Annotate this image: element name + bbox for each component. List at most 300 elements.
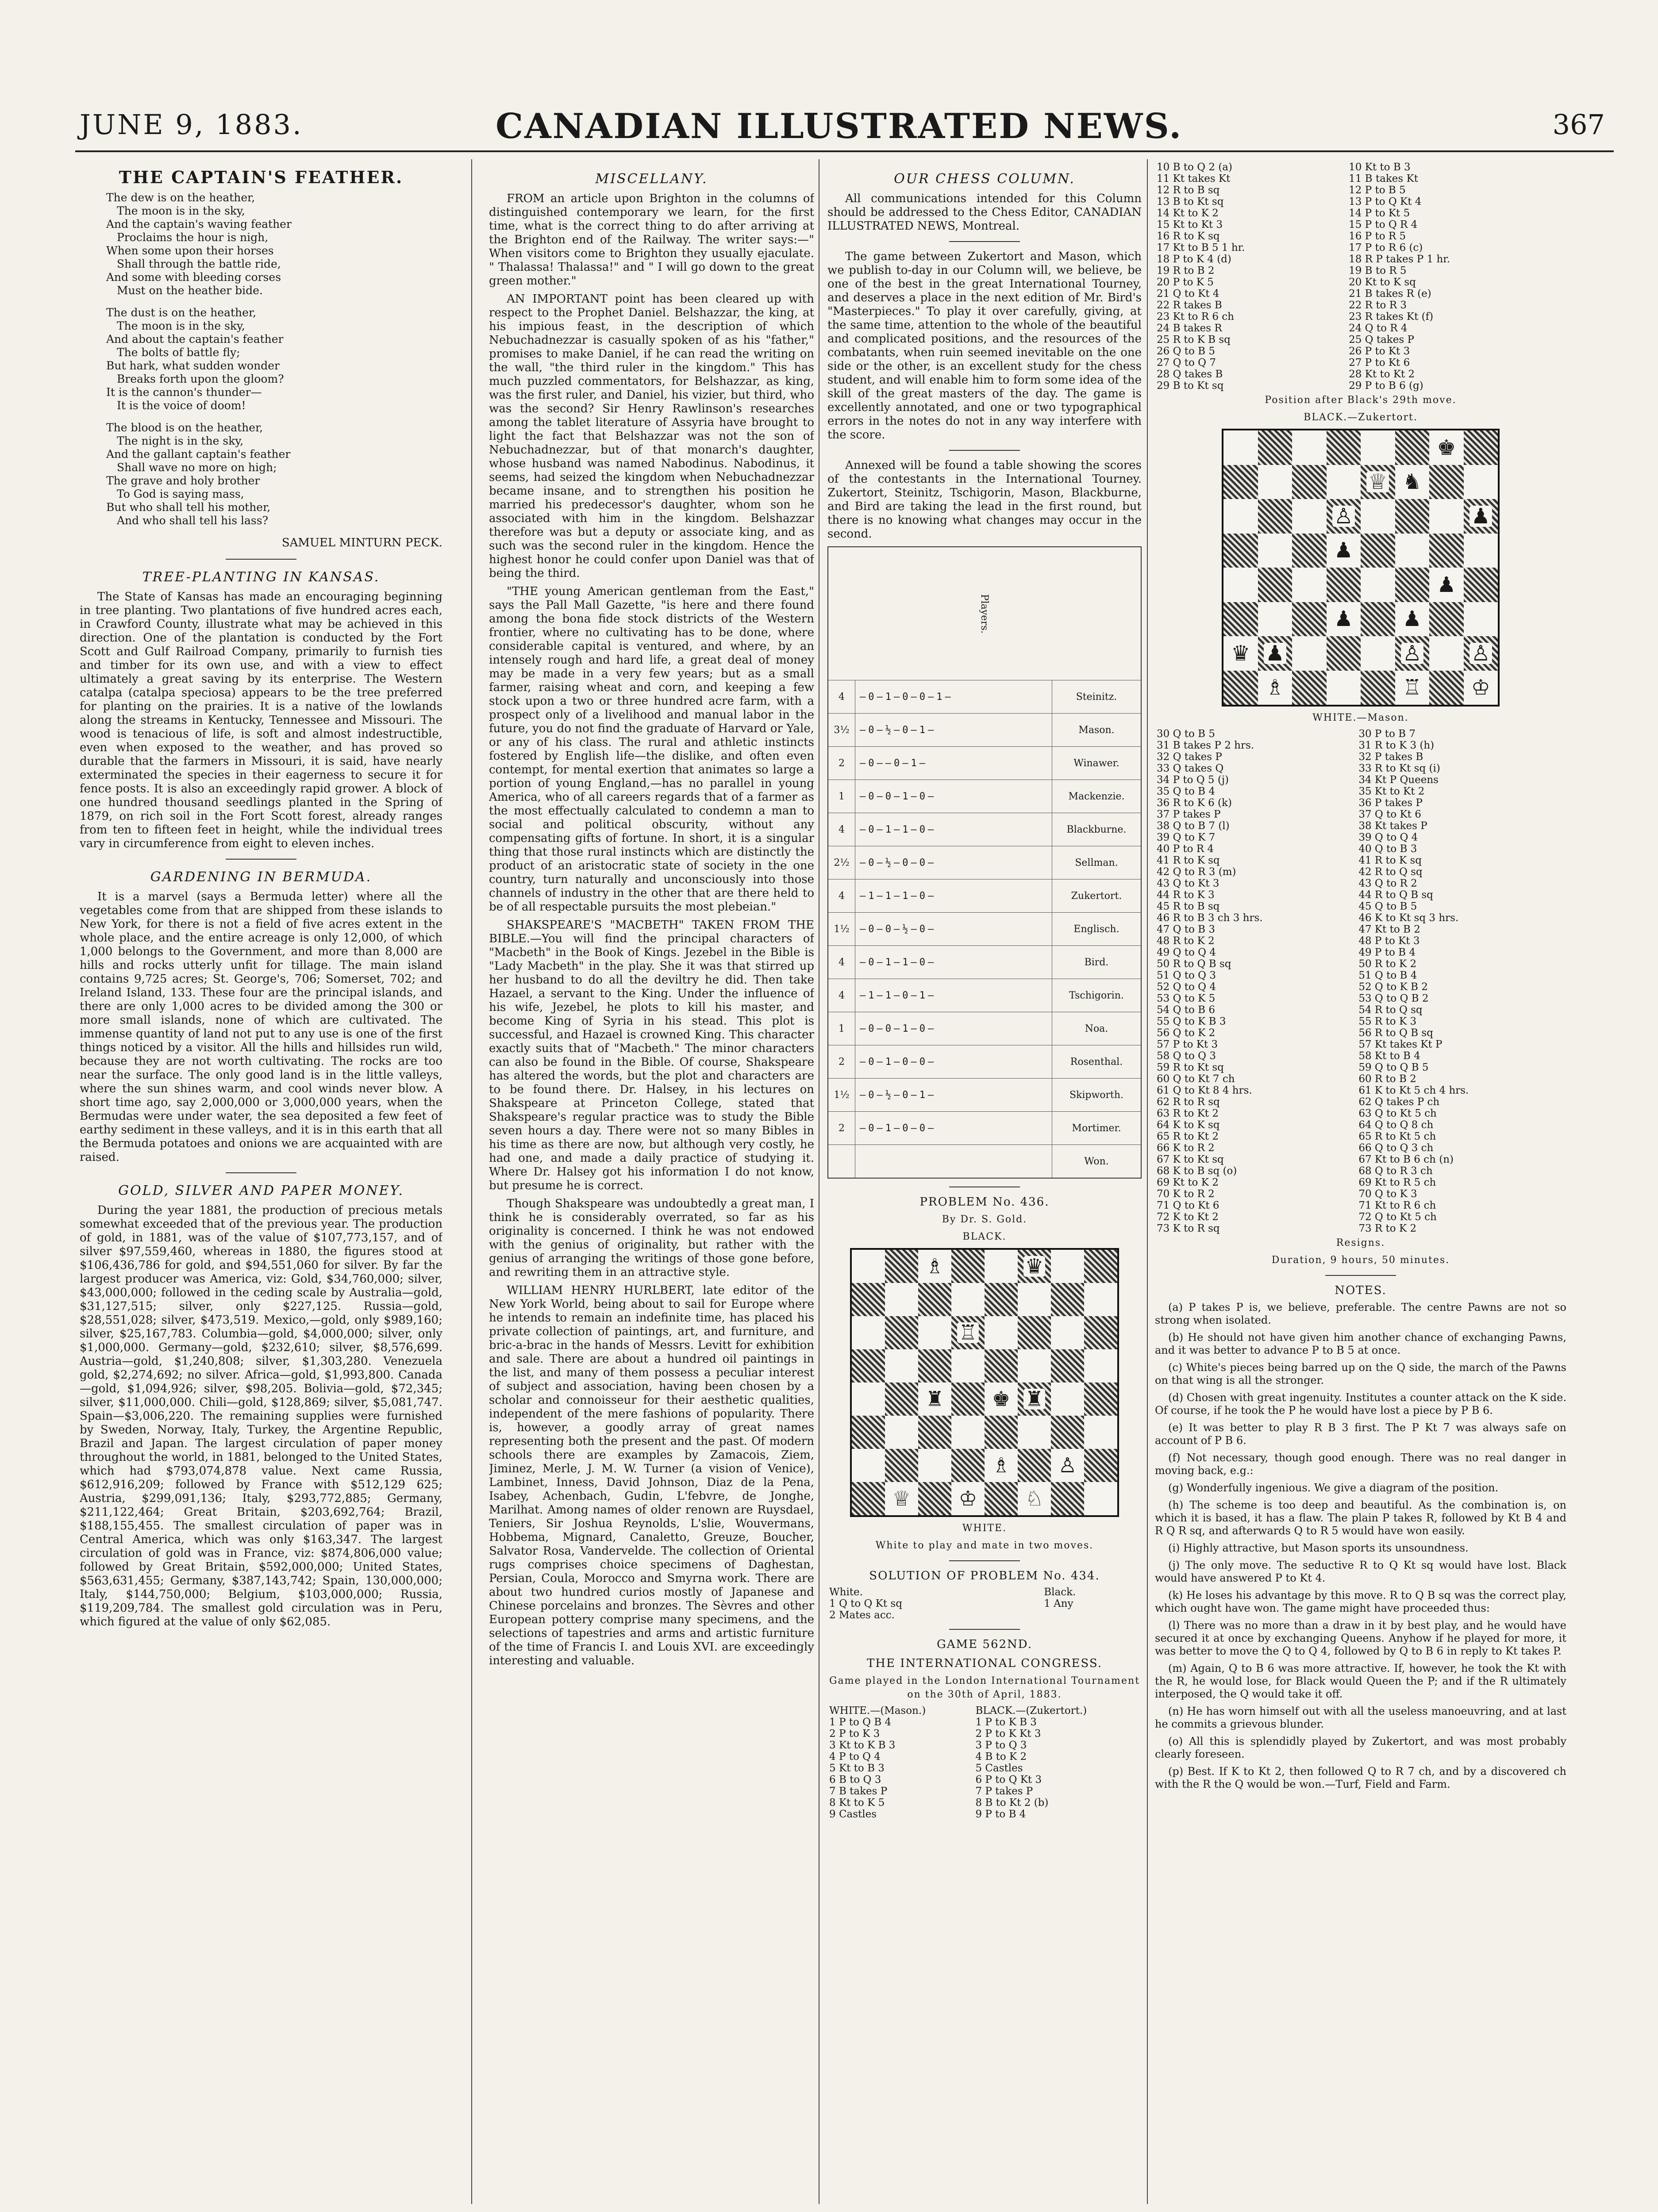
move-row: [827, 1717, 1142, 1728]
move-row: [1155, 334, 1566, 346]
white-move: 36 R to K 6 (k): [1157, 797, 1232, 809]
white-move: 67 K to Kt sq: [1157, 1154, 1224, 1165]
board-square: [1223, 602, 1258, 637]
score-row: [828, 680, 1141, 713]
score-marks: —0—0—1—0—: [860, 791, 937, 802]
board-square: [1429, 671, 1464, 705]
black-move: 69 Kt to R 5 ch: [1358, 1177, 1436, 1188]
black-move: 2 P to K Kt 3: [975, 1728, 1041, 1740]
poem-line: But hark, what sudden wonder: [106, 359, 280, 372]
move-row: [1155, 242, 1566, 253]
note: (f) Not necessary, though good enough. There was no real danger in moving back, e.g.:: [1155, 1452, 1566, 1477]
black-move: 31 R to K 3 (h): [1358, 740, 1435, 751]
poem-line: The dust is on the heather,: [106, 306, 257, 319]
board-square: [951, 1250, 985, 1283]
tree-title: TREE-PLANTING IN KANSAS.: [142, 569, 380, 585]
white-king-icon: ♔: [951, 1482, 985, 1515]
white-bishop-icon: ♗: [985, 1449, 1018, 1482]
white-move: 33 Q takes Q: [1157, 763, 1224, 774]
player-name: Winawer.: [1052, 747, 1141, 780]
white-move: 59 R to Kt sq: [1157, 1062, 1224, 1073]
white-move: 72 K to Kt 2: [1157, 1211, 1219, 1223]
player-name: Sellman.: [1052, 846, 1141, 879]
move-row: [1155, 219, 1566, 230]
black-move: 59 Q to Q B 5: [1358, 1062, 1429, 1073]
black-move: 41 R to K sq: [1358, 855, 1422, 866]
white-move: 37 P takes P: [1157, 809, 1221, 820]
resigns: Resigns.: [1336, 1237, 1385, 1248]
board-square: [1223, 671, 1258, 705]
score-total: 4: [828, 813, 855, 846]
miscellany-paragraph: AN IMPORTANT point has been cleared up with respect to the Prophet Daniel. Belshazzar, the king, at his impious feast, in the description of which Nebuchadnezzar is casually spoken of as his "father," promises to make Daniel, if he can read the writing on the wall, "the third ruler in the kingdom." This has much puzzled commentators, for Belshazzar, as king, was the first ruler, and Daniel, his vizier, but third, who was the second? Sir Henry Rawlinson's researches among the tablet literature of Assyria have brought to light the fact that Belshazzar was not the son of Nebuchadnezzar, but of that monarch's daughter, whose husband was named Nabodinus. Nabodinus, it seems, had seized the kingdom when Nebuchadnezzar became insane, and to strengthen his position he married his predecessor's daughter, whom son he associated with him in the kingdom. Belshazzar therefore was but a deputy or associate king, and as such was the second ruler in the kingdom. Hence the highest honor he could confer upon Daniel was that of being the third.: [489, 292, 814, 580]
move-row: [827, 1809, 1142, 1820]
score-marks: —0—0—1—0—: [860, 1023, 937, 1034]
player-name: Noa.: [1052, 1012, 1141, 1045]
board-square: [951, 1316, 985, 1349]
move-row: [827, 1763, 1142, 1774]
white-rook-icon: ♖: [951, 1316, 985, 1349]
score-marks: —1—1—0—1—: [860, 990, 937, 1001]
black-move: 58 Kt to B 4: [1358, 1050, 1420, 1062]
board-square: [1292, 636, 1327, 671]
move-row: [1155, 947, 1566, 958]
white-move: 61 Q to Kt 8 4 hrs.: [1157, 1085, 1252, 1096]
note: (e) It was better to play R B 3 first. The P Kt 7 was always safe on account of P B 6.: [1155, 1421, 1566, 1447]
white-move: 25 R to K B sq: [1157, 334, 1231, 346]
move-row: [1155, 1119, 1566, 1131]
board-square: [985, 1449, 1018, 1482]
move-row: [1155, 369, 1566, 380]
move-row: [1155, 1188, 1566, 1200]
note: (k) He loses his advantage by this move. R to Q B sq was the correct play, which ought have won. The game might have proceeded thus:: [1155, 1589, 1566, 1614]
poem-line: And about the captain's feather: [106, 333, 284, 346]
score-total: 1: [828, 780, 855, 813]
move-row: [1155, 207, 1566, 219]
solution-move: 1 Q to Q Kt sq: [829, 1598, 902, 1609]
black-move: 39 Q to Q 4: [1358, 832, 1418, 843]
player-name: Tschigorin.: [1052, 979, 1141, 1012]
score-row: [828, 1111, 1141, 1144]
black-move: 36 P takes P: [1358, 797, 1423, 809]
board-square: [1292, 602, 1327, 637]
board-square: [1258, 499, 1293, 534]
board-square: [852, 1449, 885, 1482]
black-move: 26 P to Kt 3: [1349, 346, 1410, 357]
white-move: 14 Kt to K 2: [1157, 207, 1219, 219]
move-row: [1155, 843, 1566, 855]
player-name: Rosenthal.: [1052, 1045, 1141, 1078]
white-move: 66 K to R 2: [1157, 1142, 1215, 1154]
board-square: [1464, 499, 1498, 534]
black-pawn-icon: ♟: [1258, 636, 1293, 671]
column-4: [1155, 161, 1566, 2197]
board-square: [1327, 568, 1361, 602]
black-move: 27 P to Kt 6: [1349, 357, 1410, 369]
white-move: 16 R to K sq: [1157, 230, 1220, 242]
page-number: 367: [1552, 108, 1605, 141]
poem-line: To God is saying mass,: [117, 488, 244, 500]
board-square: [985, 1349, 1018, 1382]
white-move: 65 R to Kt 2: [1157, 1131, 1219, 1142]
game-title: GAME 562ND.: [937, 1638, 1032, 1651]
white-move: 34 P to Q 5 (j): [1157, 774, 1229, 786]
black-move: 8 B to Kt 2 (b): [975, 1797, 1049, 1809]
board-square: [1327, 465, 1361, 499]
board-square: [1361, 636, 1395, 671]
board-square: [1258, 430, 1293, 465]
white-move: 8 Kt to K 5: [829, 1797, 885, 1809]
note: (d) Chosen with great ingenuity. Institutes a counter attack on the K side. Of course, if he took the P he would have lost a piece by P B 6.: [1155, 1391, 1566, 1417]
board-square: [852, 1250, 885, 1283]
player-name: Bird.: [1052, 946, 1141, 979]
board-square: [1464, 671, 1498, 705]
note: (j) The only move. The seductive R to Q Kt sq would have lost. Black would have answered P to Kt 4.: [1155, 1559, 1566, 1584]
move-row: [1155, 866, 1566, 878]
white-move: 50 R to Q B sq: [1157, 958, 1231, 970]
score-rows: [828, 680, 1141, 1178]
problem-title: PROBLEM No. 436.: [919, 1195, 1050, 1209]
black-move: 23 R takes Kt (f): [1349, 311, 1434, 323]
move-row: [1155, 1062, 1566, 1073]
board-square: [1018, 1349, 1051, 1382]
black-move: 72 Q to Kt 5 ch: [1358, 1211, 1437, 1223]
board-square: [852, 1316, 885, 1349]
score-total: [828, 1145, 855, 1178]
white-move: 69 Kt to K 2: [1157, 1177, 1219, 1188]
black-move: 46 K to Kt sq 3 hrs.: [1358, 912, 1459, 924]
move-row: [1155, 901, 1566, 912]
board-square: [1018, 1482, 1051, 1515]
board-square: [1018, 1250, 1051, 1283]
board-square: [885, 1482, 918, 1515]
score-total: 3½: [828, 714, 855, 746]
black-move: 66 Q to Q 3 ch: [1358, 1142, 1434, 1154]
move-row: [1155, 276, 1566, 288]
black-king-icon: ♚: [1429, 430, 1464, 465]
white-move: 4 P to Q 4: [829, 1751, 881, 1763]
board-square: [1464, 534, 1498, 568]
white-pawn-icon: ♙: [1327, 499, 1361, 534]
board-square: [1327, 430, 1361, 465]
white-move: 43 Q to Kt 3: [1157, 878, 1219, 889]
black-move: 47 Kt to B 2: [1358, 924, 1420, 935]
board-square: [918, 1382, 951, 1416]
board-square: [1361, 602, 1395, 637]
column-2: [489, 161, 814, 2197]
score-row: [828, 979, 1141, 1012]
move-row: [1155, 1177, 1566, 1188]
game-commentary: The game between Zukertort and Mason, which we publish to-day in our Column will, we believe, be one of the best in the great International Tourney, and deserves a place in the next edition of Mr. Bird's "Masterpieces." To play it over carefully, giving, at the same time, attention to the whole of the beautiful and complicated positions, and the resources of the combatants, when ruin seemed inevitable on the one side or the other, is an excellent study for the chess student, and will enable him to form some idea of the skill of the great masters of the day. The game is excellently annotated, and one or two typographical errors in the notes do not in any way interfere with the score.: [827, 250, 1142, 442]
white-move: 35 Q to B 4: [1157, 786, 1215, 797]
board-square: [1395, 430, 1430, 465]
table-text: Annexed will be found a table showing the scores of the contestants in the International Tourney. Zukertort, Steinitz, Tschigorin, Mason, Blackburne, and Bird are taking the lead in the first round, but there is no knowing what changes may occur in the second.: [827, 459, 1142, 541]
board-square: [852, 1382, 885, 1416]
poem-line: When some upon their horses: [106, 244, 274, 257]
board-square: [1361, 499, 1395, 534]
move-row: [1155, 1200, 1566, 1211]
move-row: [1155, 751, 1566, 763]
score-marks: —0——0—1—: [860, 757, 928, 769]
black-move: 16 P to R 5: [1349, 230, 1406, 242]
section-rule: [949, 1629, 1020, 1630]
players-header: Players.: [979, 594, 990, 634]
board-square: [918, 1250, 951, 1283]
solution-table: [827, 1586, 1142, 1621]
black-move: 6 P to Q Kt 3: [975, 1774, 1042, 1786]
board-square: [1429, 430, 1464, 465]
board-square: [1395, 671, 1430, 705]
black-move: 50 R to K 2: [1358, 958, 1417, 970]
board-square: [951, 1416, 985, 1449]
black-move: 14 P to Kt 5: [1349, 207, 1410, 219]
tree-text: The State of Kansas has made an encouraging beginning in tree planting. Two plantations of five hundred acres each, in Crawford County, illustrate what may be achieved in this direction. One of the plantation is conducted by the Fort Scott and Gulf Railroad Company, primarily to furnish ties and timber for its own use, and with a view to effect ultimately a great saving by its enterprise. The Western catalpa (catalpa speciosa) appears to be the tree preferred for planting on the prairies. It is a native of the lowlands along the streams in Kentucky, Tennessee and Missouri. The wood is tenacious of life, is soft and almost indestructible, even when exposed to the weather, and has proved so durable that the farmers in Missouri, it is said, have nearly exterminated the species in their eagerness to secure it for fence posts. It is also an exceedingly rapid grower. A block of one hundred thousand seedlings planted in the Spring of 1879, on rich soil in the Fort Scott forest, already ranges from ten to fifteen feet in height, while the individual trees vary in circumference from eight to eleven inches.: [80, 590, 442, 850]
note: (n) He has worn himself out with all the useless manoeuvring, and at last he commits a grievous blunder.: [1155, 1705, 1566, 1730]
move-row: [1155, 1073, 1566, 1085]
move-row: [1155, 763, 1566, 774]
white-move: 46 R to B 3 ch 3 hrs.: [1157, 912, 1263, 924]
black-move: 51 Q to B 4: [1358, 970, 1417, 981]
board-square: [1223, 499, 1258, 534]
board-square: [885, 1449, 918, 1482]
move-row: [1155, 889, 1566, 901]
white-move: 30 Q to B 5: [1157, 728, 1215, 740]
white-move: 15 Kt to Kt 3: [1157, 219, 1223, 230]
black-move: 20 Kt to K sq: [1349, 276, 1416, 288]
move-row: [1155, 357, 1566, 369]
board-square: [885, 1316, 918, 1349]
board-square: [951, 1482, 985, 1515]
black-king-icon: ♚: [985, 1382, 1018, 1416]
move-row: [1155, 1108, 1566, 1119]
player-name: Mackenzie.: [1052, 780, 1141, 813]
board-square: [1327, 602, 1361, 637]
score-total: 1½: [828, 1079, 855, 1111]
game-chessboard: [1222, 429, 1500, 707]
tourney-score-table: [827, 546, 1142, 1179]
white-move: 21 Q to Kt 4: [1157, 288, 1219, 300]
white-move: 11 Kt takes Kt: [1157, 173, 1231, 184]
black-move: 73 R to K 2: [1358, 1223, 1417, 1234]
black-move: 63 Q to Kt 5 ch: [1358, 1108, 1437, 1119]
poem-line: It is the cannon's thunder—: [106, 386, 262, 399]
column-divider: [1147, 159, 1148, 2204]
black-move: 52 Q to K B 2: [1358, 981, 1428, 993]
player-name: Steinitz.: [1052, 680, 1141, 713]
board-square: [1361, 671, 1395, 705]
poem-line: The moon is in the sky,: [117, 319, 245, 332]
score-total: 4: [828, 979, 855, 1012]
board-square: [1361, 568, 1395, 602]
gold-text: During the year 1881, the production of precious metals somewhat exceeded that of the previous year. The production of gold, in 1881, was of the value of $107,773,157, and of silver $97,559,460, whereas in 1880, the figures stood at $106,436,786 for gold, and $94,551,060 for silver. By far the largest producer was America, viz: Gold, $34,760,000; silver, $43,000,000; followed in the ceding scale by Australia—gold, $31,127,515; silver, only $227,125. Russia—gold, $28,551,028; silver, $473,519. Mexico,—gold, only $989,160; silver, $25,167,783. Columbia—gold, $4,000,000; silver, only $1,000,000. Germany—gold, $232,610; silver, $8,576,699. Austria—gold, $1,240,808; silver, $1,303,280. Venezuela gold, $2,274,692; no silver. Africa—gold, $1,993,800. Canada—gold, $1,094,926; silver, $98,205. Bolivia—gold, $72,345; silver, $11,000,000. Chili—gold, $128,869; silver, $5,081,747. Spain—$3,006,220. The remaining supplies were furnished by Sweden, Norway, Italy, Turkey, the Argentine Republic, Brazil and Japan. The largest circulation of paper money throughout the world, in 1881, belonged to the United States, which had $793,074,878 value. Next came Russia, $612,916,209; followed by France with $512,129 625; Austria, $299,091,136; Italy, $293,772,885; Germany, $211,122,464; Great Britain, $203,692,764; Brazil, $188,155,455. The smallest circulation of paper was in Central America, which was only $163,347. The largest circulation of gold was in France, viz: $874,806,000 value; followed by Great Britain, $592,000,000; United States, $563,631,455; Germany, $387,143,742; Spain, 130,000,000; Italy, $144,750,000; Belgium, $103,000,000; Russia, $119,209,784. The smallest gold circulation was in Peru, which figured at the value of only $62,085.: [80, 1204, 442, 1628]
white-move: 71 Q to Kt 6: [1157, 1200, 1219, 1211]
board-square: [885, 1283, 918, 1316]
note: (c) White's pieces being barred up on the Q side, the march of the Pawns on that wing is all the stronger.: [1155, 1361, 1566, 1386]
score-row: [828, 1012, 1141, 1045]
white-move: 10 B to Q 2 (a): [1157, 161, 1232, 173]
black-move: 33 R to Kt sq (i): [1358, 763, 1440, 774]
move-row: [1155, 797, 1566, 809]
white-pawn-icon: ♙: [1051, 1449, 1084, 1482]
problem-black-label: BLACK.: [962, 1231, 1007, 1242]
black-player: BLACK.—(Zukertort.): [975, 1705, 1087, 1717]
board-square: [1258, 534, 1293, 568]
board-square: [1464, 568, 1498, 602]
board-white-label: WHITE.—Mason.: [1312, 712, 1409, 723]
move-row: [1155, 981, 1566, 993]
section-rule: [949, 450, 1020, 451]
move-row: [1155, 173, 1566, 184]
miscellany-paragraph: "THE young American gentleman from the East," says the Pall Mall Gazette, "is here and there found among the bona fide stock districts of the Western frontier, where no cultivating has to be done, where considerable capital is ventured, and where, by an intensely rough and hard life, a great deal of money may be made in a very few years; but as a small farmer, raising wheat and corn, and keeping a few stock upon a two or three hundred acre farm, with a prospect only of a livelihood and manual labor in the future, you do not find the graduate of Harvard or Yale, or any of his class. The rural and athletic instincts fostered by English life—the dislike, and often even contempt, for mental exertion that animates so large a portion of young England,—has no parallel in young America, who of all careers regards that of a farmer as the most effectually calculated to condemn a man to social and political obscurity, without any compensating gifts of fortune. In short, it is a singular thing that those rural instincts which are distinctly the product of an aristocratic state of society in the one country, turn naturally and unconsciously into those channels of industry in the other that are there held to be of all respectable pursuits the most plebeian.": [489, 585, 814, 914]
black-move: 44 R to Q B sq: [1358, 889, 1433, 901]
black-move: 43 Q to R 2: [1358, 878, 1417, 889]
move-row: [1155, 1142, 1566, 1154]
score-total: 2½: [828, 846, 855, 879]
move-row: [1155, 1211, 1566, 1223]
black-move: 4 B to K 2: [975, 1751, 1027, 1763]
move-row: [1155, 809, 1566, 820]
white-move: 52 Q to Q 4: [1157, 981, 1216, 993]
black-move: 65 R to Kt 5 ch: [1358, 1131, 1436, 1142]
poem-line: But who shall tell his mother,: [106, 501, 271, 514]
score-row: [828, 945, 1141, 979]
move-row: [1155, 855, 1566, 866]
board-square: [1223, 465, 1258, 499]
board-square: [1395, 465, 1430, 499]
board-square: [1018, 1449, 1051, 1482]
board-square: [1051, 1316, 1084, 1349]
black-move: 68 Q to R 3 ch: [1358, 1165, 1433, 1177]
white-move: 47 Q to B 3: [1157, 924, 1215, 935]
move-row: [1155, 820, 1566, 832]
black-move: 38 Kt takes P: [1358, 820, 1427, 832]
white-queen-icon: ♕: [885, 1482, 918, 1515]
note: (l) There was no more than a draw in it by best play, and he would have secured it at once by exchanging Queens. Anyhow if he played for more, it was better to move the Q to Q 4, followed by Q to B 6 in reply to Kt takes P.: [1155, 1619, 1566, 1657]
black-move: 54 R to Q sq: [1358, 1004, 1423, 1016]
poem-line: And who shall tell his lass?: [117, 514, 268, 527]
bermuda-title: GARDENING IN BERMUDA.: [150, 869, 372, 885]
black-move: 18 R P takes P 1 hr.: [1349, 253, 1450, 265]
board-square: [1051, 1250, 1084, 1283]
poem-line: Breaks forth upon the gloom?: [117, 373, 284, 385]
masthead-title: CANADIAN ILLUSTRATED NEWS.: [496, 106, 1183, 146]
white-move: 45 R to B sq: [1157, 901, 1220, 912]
board-square: [1084, 1482, 1117, 1515]
board-square: [918, 1283, 951, 1316]
move-row: [1155, 288, 1566, 300]
score-total: 1: [828, 1012, 855, 1045]
section-rule: [226, 1172, 296, 1173]
board-square: [1051, 1449, 1084, 1482]
board-square: [1361, 465, 1395, 499]
board-square: [1084, 1449, 1117, 1482]
move-row: [1155, 300, 1566, 311]
column-3: [827, 161, 1142, 2197]
game-intro: Game played in the London International Tournament on the 30th of April, 1883.: [829, 1675, 1140, 1700]
move-row: [1155, 912, 1566, 924]
board-square: [1292, 568, 1327, 602]
poem-line: The night is in the sky,: [117, 434, 244, 447]
white-move: 62 R to R sq: [1157, 1096, 1220, 1108]
white-move: 56 Q to K 2: [1157, 1027, 1216, 1039]
move-row: [827, 1774, 1142, 1786]
black-rook-icon: ♜: [1018, 1382, 1051, 1416]
board-square: [951, 1349, 985, 1382]
score-table-header: [828, 547, 1141, 680]
move-row: [1155, 230, 1566, 242]
move-row: [1155, 184, 1566, 196]
board-square: [1051, 1416, 1084, 1449]
score-row: [828, 1045, 1141, 1078]
score-row: [828, 1078, 1141, 1111]
move-row: [1155, 774, 1566, 786]
white-move: 28 Q takes B: [1157, 369, 1223, 380]
white-move: 53 Q to K 5: [1157, 993, 1216, 1004]
black-move: 29 P to B 6 (g): [1349, 380, 1423, 392]
move-row: [1155, 832, 1566, 843]
white-move: 39 Q to K 7: [1157, 832, 1216, 843]
score-total: 2: [828, 747, 855, 780]
board-square: [1084, 1416, 1117, 1449]
score-marks: —0—0—½—0—: [860, 923, 937, 935]
board-square: [1223, 636, 1258, 671]
player-name: Skipworth.: [1052, 1079, 1141, 1111]
black-move: 60 R to B 2: [1358, 1073, 1416, 1085]
board-square: [1429, 534, 1464, 568]
board-square: [885, 1382, 918, 1416]
gold-title: GOLD, SILVER AND PAPER MONEY.: [118, 1183, 404, 1198]
player-name: Zukertort.: [1052, 879, 1141, 912]
board-square: [1084, 1349, 1117, 1382]
white-move: 17 Kt to B 5 1 hr.: [1157, 242, 1245, 253]
black-move: 3 P to Q 3: [975, 1740, 1027, 1751]
white-king-icon: ♔: [1464, 671, 1498, 705]
white-move: 49 Q to Q 4: [1157, 947, 1216, 958]
white-move: 68 K to B sq (o): [1157, 1165, 1237, 1177]
board-square: [985, 1283, 1018, 1316]
score-row: [828, 846, 1141, 879]
player-name: Mason.: [1052, 714, 1141, 746]
white-move: 18 P to K 4 (d): [1157, 253, 1231, 265]
board-square: [985, 1250, 1018, 1283]
score-marks: —0—½—0—0—: [860, 857, 937, 868]
poem-body: [80, 191, 442, 527]
move-row: [1155, 924, 1566, 935]
black-pawn-icon: ♟: [1395, 602, 1430, 637]
note: (b) He should not have given him another chance of exchanging Pawns, and it was better to advance P to B 5 at once.: [1155, 1331, 1566, 1356]
board-square: [1018, 1316, 1051, 1349]
white-move: 60 Q to Kt 7 ch: [1157, 1073, 1235, 1085]
board-square: [1084, 1283, 1117, 1316]
white-move: 5 Kt to B 3: [829, 1763, 885, 1774]
black-move: 32 P takes B: [1358, 751, 1423, 763]
board-square: [1223, 534, 1258, 568]
board-square: [1258, 568, 1293, 602]
notes-list: [1155, 1301, 1566, 1791]
miscellany-paragraph: WILLIAM HENRY HURLBERT, late editor of the New York World, being about to sail for Europe where he intends to remain an indefinite time, has placed his private collection of paintings, art, and furniture, and bric-a-brac in the hands of Messrs. Levitt for exhibition and sale. There are about a hundred oil paintings in the list, and many of them possess a peculiar interest of subject and association, having been chosen by a scholar and connoisseur for their aesthetic qualities, independent of the mere fashions of popularity. There is, however, a goodly array of great names representing both the present and the past. Of modern schools there are examples by Zamacois, Ziem, Jiminez, Merle, J. M. W. Turner (a vision of Venice), Lambinet, Inness, David Johnson, Diaz de la Pena, Isabey, Achenbach, Gudin, L'febvre, de Jonghe, Marilhat. Among names of older renown are Ruysdael, Teniers, Sir Joshua Reynolds, L'slie, Wouvermans, Hobbema, Mignard, Canaletto, Greuze, Boucher, Salvator Rosa, Vandervelde. The collection of Oriental rugs comprises choice specimens of Daghestan, Persian, Coula, Morocco and Smyrna work. There are about two hundred curios mostly of Japanese and Chinese porcelains and bronzes. The Sèvres and other European pottery comprise many specimens, and the selections of tapestries and arms and artistic furniture of the time of Francis I. and Louis XVI. are exceedingly interesting and valuable.: [489, 1284, 814, 1667]
miscellany-title: MISCELLANY.: [595, 171, 708, 187]
problem-chessboard: [850, 1248, 1119, 1517]
white-move: 2 P to K 3: [829, 1728, 880, 1740]
black-move: 34 Kt P Queens: [1358, 774, 1439, 786]
white-move: 54 Q to B 6: [1157, 1004, 1215, 1016]
black-move: 67 Kt to B 6 ch (n): [1358, 1154, 1454, 1165]
black-move: 15 P to Q R 4: [1349, 219, 1418, 230]
board-square: [1464, 465, 1498, 499]
white-move: 6 B to Q 3: [829, 1774, 881, 1786]
miscellany-paragraph: FROM an article upon Brighton in the columns of distinguished contemporary we learn, for the first time, what is the correct thing to do after arriving at the Brighton end of the Railway. The writer says:—" When visitors come to Brighton they usually ejaculate. " Thalassa! Thalassa!" and " I will go down to the great green mother.": [489, 192, 814, 288]
board-square: [985, 1382, 1018, 1416]
section-rule: [949, 241, 1020, 242]
